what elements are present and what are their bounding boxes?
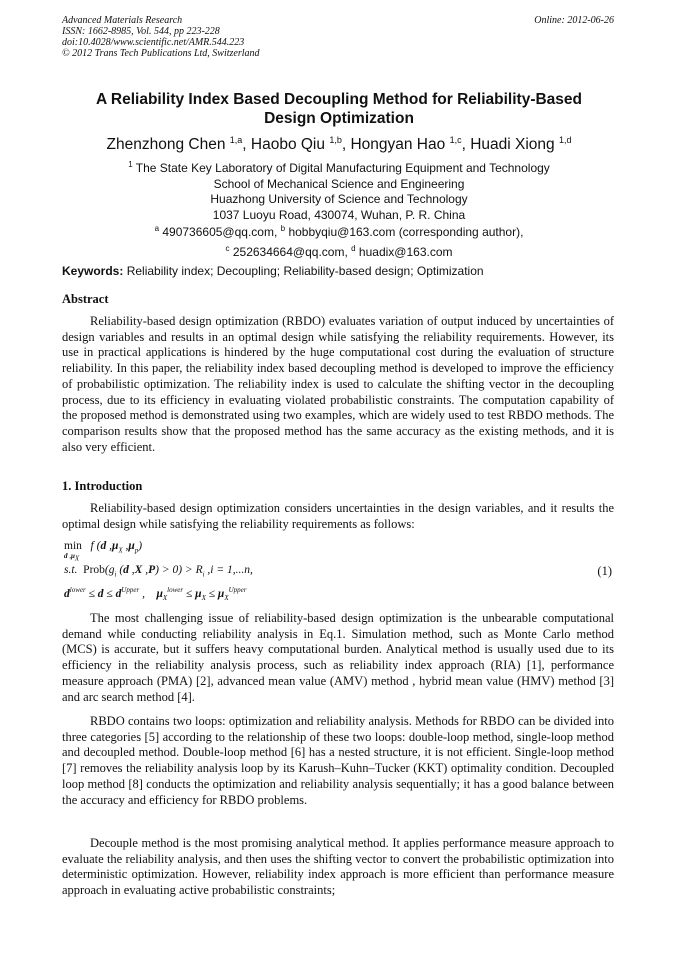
abstract-heading: Abstract: [62, 292, 109, 306]
abstract-body: Reliability-based design optimization (RBDO) evaluates variation of output induced by uncertainties of design variables and results in an optimal design while satisfying the reliability requirements. However, its use in practical applications is hindered by the huge computational cost during the evaluation of structure reliability. In this paper, the reliability index based decoupling method is developed to improve the efficiency of probabilistic optimization. The reliability index is used to calculate the shifting vector in the decoupling process, due to its efficiency in evaluating violated probabilistic constraints. The computation capability of the proposed method is demonstrated using two examples, which are widely used to test RBDO methods. The comparison results show that the proposed method has the same accuracy as the existing methods, and it is also very efficient.: [62, 314, 614, 454]
email-link[interactable]: 490736605@qq.com,: [162, 225, 278, 239]
keywords: [62, 264, 616, 279]
title-line-1: A Reliability Index Based Decoupling Method for Reliability-Based: [95, 91, 583, 108]
journal-issn: ISSN: 1662-8985, Vol. 544, pp 223-228: [62, 26, 220, 37]
author-name: Haobo Qiu: [250, 136, 325, 154]
journal-header: [62, 15, 260, 59]
affiliation-line: 1037 Luoyu Road, 430074, Wuhan, P. R. China: [212, 207, 466, 222]
author-name: Hongyan Hao: [350, 136, 446, 154]
intro-paragraph-4: Decouple method is the most promising analytical method. It applies performance measure approach to evaluate the reliability analysis, and then uses the shifting vector to convert the probabilistic optimization into deterministic optimization. However, reliability index approach is more efficient than performance measure approach in evaluating active probabilistic constraints;: [62, 836, 614, 898]
affiliation-mark: 1: [128, 160, 133, 169]
author-affiliation-mark: 1,b: [329, 135, 342, 145]
affiliation: [62, 157, 616, 223]
title-line-2: Design Optimization: [264, 110, 414, 127]
author-affiliation-mark: 1,a: [229, 135, 243, 145]
equation-constraint: s.t. $Prob(g_i$ (d ,X $,P) > 0) > R_i$ ,i = 1,...n,: [64, 564, 253, 579]
author-affiliation-mark: 1,c: [449, 135, 462, 145]
intro-paragraph-3: RBDO contains two loops: optimization and reliability analysis. Methods for RBDO can be divided into three categories [5] according to the relationship of these two loops: double-loop method, single-loop method and decoupled method. Double-loop method [6] has a nested structure, it is not efficient. Single-loop method [7] removes the reliability analysis loop by its Karush–Kuhn–Tucker (KKT) optimality condition. Decoupled loop method [8] conducts the optimization and reliability analysis sequentially; it has a good balance between the accuracy and efficiency for RBDO problems.: [62, 714, 614, 807]
journal-name: Advanced Materials Research: [62, 15, 183, 26]
author-name: Zhenzhong Chen: [106, 136, 226, 154]
email-link[interactable]: 252634664@qq.com,: [232, 244, 348, 259]
journal-doi: doi:10.4028/www.scientific.net/AMR.544.223: [62, 37, 245, 48]
affiliation-line: The State Key Laboratory of Digital Manufacturing Equipment and Technology: [135, 161, 550, 175]
intro-paragraph-2: The most challenging issue of reliability-based design optimization is the unbearable computational demand while conducting reliability analysis in Eq.1. Simulation method, such as Monte Carlo method (MCS) is accurate, but it suffers heavy computational burden. Analytical method is usually used due to its efficiency in the reliability analysis process, such as reliability index approach (RIA) [1], performance measure approach (PMA) [2], advanced mean value (AMV) method , hybrid mean value (HMV) method [3] and arc search method [4].: [62, 611, 614, 704]
author-emails: $^a$ 490736605@qq.com, $^b$ hobbyqiu@163.com (corresponding author), $^c$ 252634664@qq.com, $^d$ huadix@163.com: [154, 224, 524, 259]
intro-paragraph-1: Reliability-based design optimization considers uncertainties in the design variables, and it results the optimal design while satisfying the reliability requirements as follows:: [62, 501, 614, 531]
email-link[interactable]: huadix@163.com: [358, 244, 453, 259]
keywords-label: Keywords:: [62, 264, 124, 278]
equation-number: (1): [597, 564, 612, 578]
email-link[interactable]: hobbyqiu@163.com (corresponding author),: [288, 225, 524, 239]
online-date: Online: 2012-06-26: [534, 15, 614, 26]
author-affiliation-mark: 1,d: [558, 135, 572, 145]
keywords-text: Reliability index; Decoupling; Reliability-based design; Optimization: [126, 264, 484, 278]
author-list: Zhenzhong Chen $^{1,a}$, Haobo Qiu $^{1,b}$, Hongyan Hao $^{1,c}$, Huadi Xiong $^{1,d}$: [106, 135, 572, 154]
equation-subscript: d $,\mu_X$: [64, 552, 80, 563]
equation-1: [62, 540, 614, 608]
journal-copyright: © 2012 Trans Tech Publications Ltd, Switzerland: [62, 48, 260, 59]
author-name: Huadi Xiong: [470, 136, 555, 154]
equation-bounds: $d^{lower} \le d \le d^{Upper}$ , $\mu_X^{lower} \le \mu_X \le \mu_X^{Upper}$: [64, 586, 247, 603]
paper-title: [62, 90, 616, 128]
affiliation-line: School of Mechanical Science and Engineering: [213, 176, 465, 191]
affiliation-line: Huazhong University of Science and Technology: [210, 192, 468, 206]
equation-objective: min f (d $,\mu_X$ $,\mu_p$): [64, 540, 143, 555]
introduction-heading: 1. Introduction: [62, 479, 143, 493]
